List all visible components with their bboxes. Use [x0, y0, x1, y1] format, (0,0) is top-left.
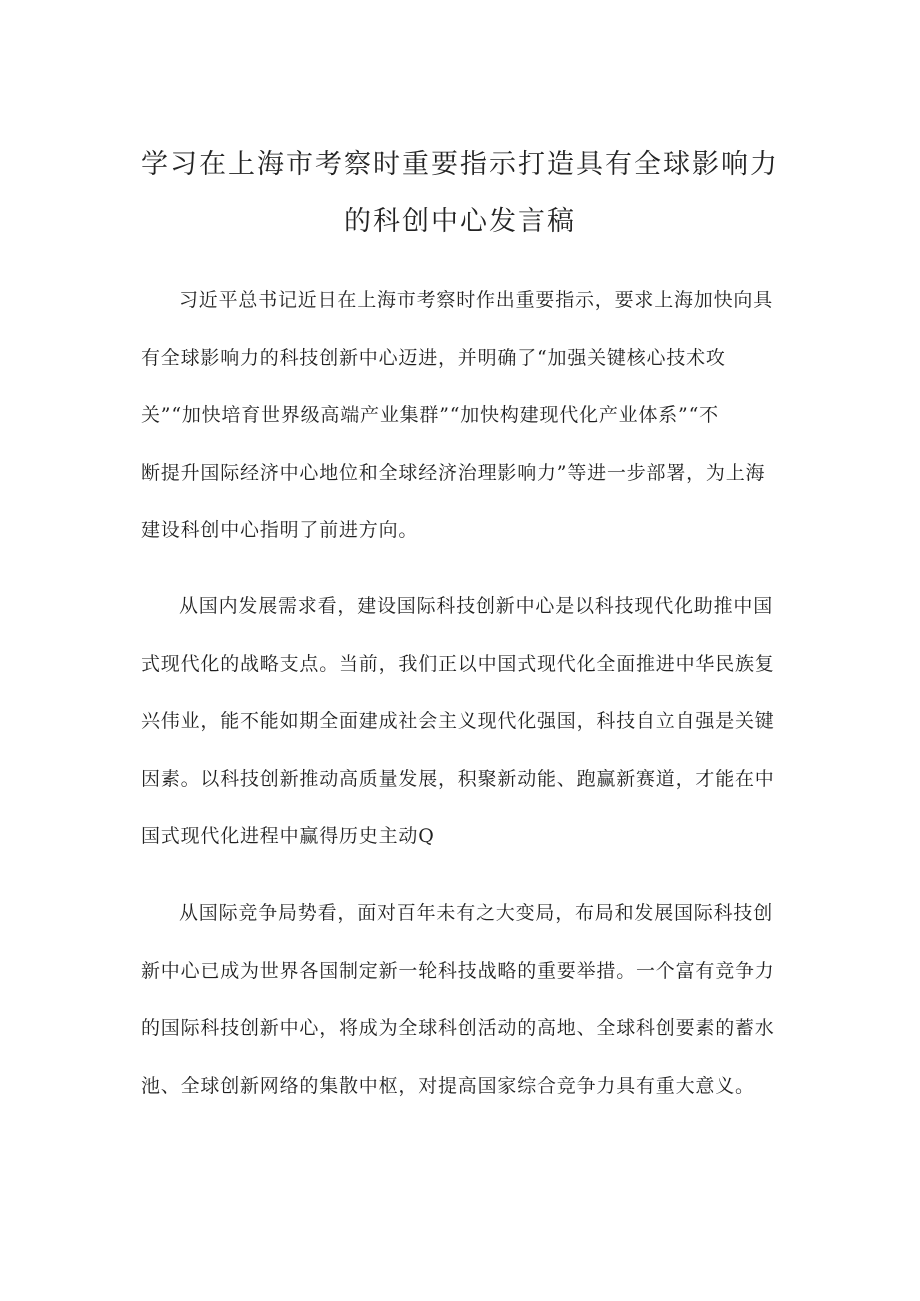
paragraph-line: 兴伟业，能不能如期全面建成社会主义现代化强国，科技自立自强是关键: [141, 710, 775, 732]
paragraph-1: [141, 272, 781, 560]
paragraph-line: 因素。以科技创新推动高质量发展，积聚新动能、跑赢新赛道，才能在中: [141, 767, 775, 790]
document-title-line-2: 的科创中心发言稿: [344, 206, 576, 237]
paragraph-line: 建设科创中心指明了前进方向。: [141, 519, 419, 541]
paragraph-line: 从国际竞争局势看，面对百年未有之大变局，布局和发展国际科技创: [179, 902, 774, 924]
document-title-line-1: 学习在上海市考察时重要指示打造具有全球影响力: [141, 149, 779, 180]
paragraph-line: 池、全球创新网络的集散中枢，对提高国家综合竞争力具有重大意义。: [141, 1074, 755, 1097]
paragraph-2: [141, 578, 781, 866]
paragraph-line: 关”“加快培育世界级高端产业集群”“加快构建现代化产业体系”“不: [141, 404, 719, 426]
paragraph-line: 的国际科技创新中心，将成为全球科创活动的高地、全球科创要素的蓄水: [141, 1017, 775, 1039]
paragraph-line: 习近平总书记近日在上海市考察时作出重要指示，要求上海加快向具: [179, 289, 774, 311]
paragraph-line: 新中心已成为世界各国制定新一轮科技战略的重要举措。一个富有竞争力: [141, 959, 775, 982]
paragraph-line: 国式现代化进程中赢得历史主动Q: [141, 825, 435, 847]
paragraph-line: 从国内发展需求看，建设国际科技创新中心是以科技现代化助推中国: [179, 595, 774, 617]
paragraph-line: 断提升国际经济中心地位和全球经济治理影响力”等进一步部署，为上海: [141, 461, 766, 484]
paragraph-line: 式现代化的战略支点。当前，我们正以中国式现代化全面推进中华民族复: [141, 652, 775, 675]
paragraph-line: 有全球影响力的科技创新中心迈进，并明确了“加强关键核心技术攻: [141, 346, 726, 369]
paragraph-3: [141, 885, 781, 1115]
